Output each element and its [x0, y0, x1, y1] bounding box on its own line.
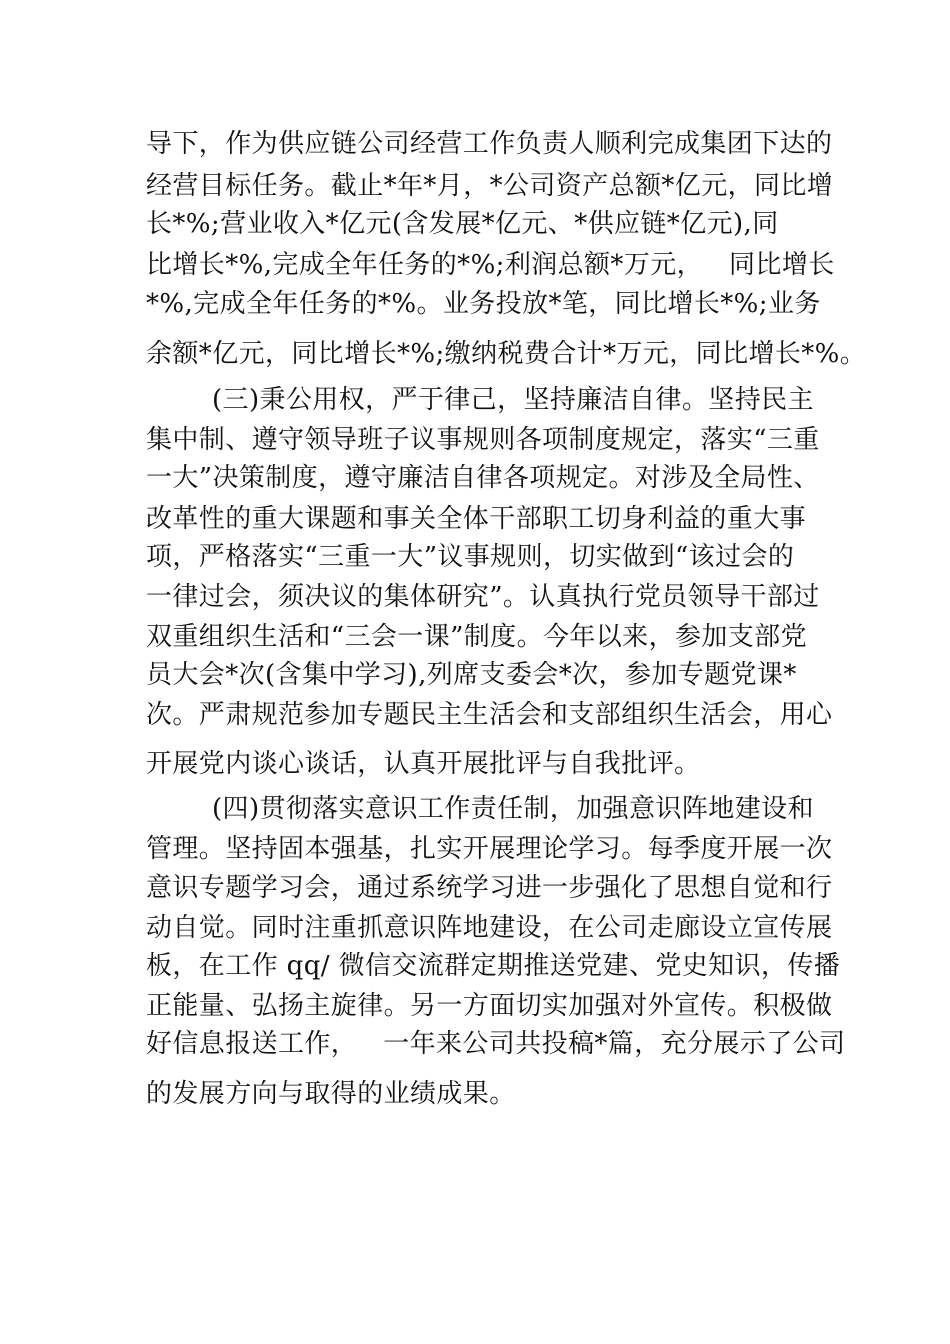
paragraph-2-line-6: 一律过会，须决议的集体研究”。认真执行党员领导干部过 — [146, 582, 820, 612]
paragraph-3-line-8: 的发展方向与取得的业绩成果。 — [146, 1079, 516, 1109]
paragraph-2-line-2: 集中制、遵守领导班子议事规则各项制度规定，落实“三重 — [146, 425, 820, 455]
paragraph-2-line-8: 员大会*次(含集中学习),列席支委会*次，参加专题党课* — [146, 660, 797, 690]
paragraph-2-line-1: (三)秉公用权，严于律己，坚持廉洁自律。坚持民主 — [212, 385, 814, 415]
paragraph-1-line-2: 经营目标任务。截止*年*月，*公司资产总额*亿元，同比增 — [146, 171, 834, 201]
paragraph-2-line-7: 双重组织生活和“三会一课”制度。今年以来，参加支部党 — [146, 622, 807, 652]
paragraph-3-line-5: 板，在工作 qq/ 微信交流群定期推送党建、党史知识，传播 — [146, 951, 841, 981]
paragraph-1-line-4: 比增长*%,完成全年任务的*%;利润总额*万元， 同比增长 — [146, 250, 835, 280]
paragraph-2-line-5: 项，严格落实“三重一大”议事规则，切实做到“该过会的 — [146, 542, 795, 572]
paragraph-3-line-6: 正能量、弘扬主旋律。另一方面切实加强对外宣传。积极做 — [146, 991, 833, 1021]
paragraph-2-line-4: 改革性的重大课题和事关全体干部职工切身利益的重大事 — [146, 504, 807, 534]
paragraph-1-line-5: *%,完成全年任务的*%。业务投放*笔，同比增长*%;业务 — [146, 289, 821, 319]
paragraph-3-line-7: 好信息报送工作， 一年来公司共投稿*篇，充分展示了公司 — [146, 1029, 846, 1059]
paragraph-3-line-1: (四)贯彻落实意识工作责任制，加强意识阵地建设和 — [212, 794, 814, 824]
paragraph-2-line-3: 一大”决策制度，遵守廉洁自律各项规定。对涉及全局性、 — [146, 463, 820, 493]
paragraph-2-line-10: 开展党内谈心谈话，认真开展批评与自我批评。 — [146, 749, 701, 779]
paragraph-1-line-3: 长*%;营业收入*亿元(含发展*亿元、*供应链*亿元),同 — [146, 209, 779, 239]
paragraph-2-line-9: 次。严肃规范参加专题民主生活会和支部组织生活会，用心 — [146, 700, 833, 730]
paragraph-1-line-1: 导下，作为供应链公司经营工作负责人顺利完成集团下达的 — [146, 129, 833, 159]
paragraph-1-line-6: 余额*亿元，同比增长*%;缴纳税费合计*万元，同比增长*%。 — [146, 339, 867, 369]
paragraph-3-line-2: 管理。坚持固本强基，扎实开展理论学习。每季度开展一次 — [146, 834, 833, 864]
paragraph-3-line-3: 意识专题学习会，通过系统学习进一步强化了思想自觉和行 — [146, 873, 833, 903]
paragraph-3-line-4: 动自觉。同时注重抓意识阵地建设，在公司走廊设立宣传展 — [146, 913, 833, 943]
